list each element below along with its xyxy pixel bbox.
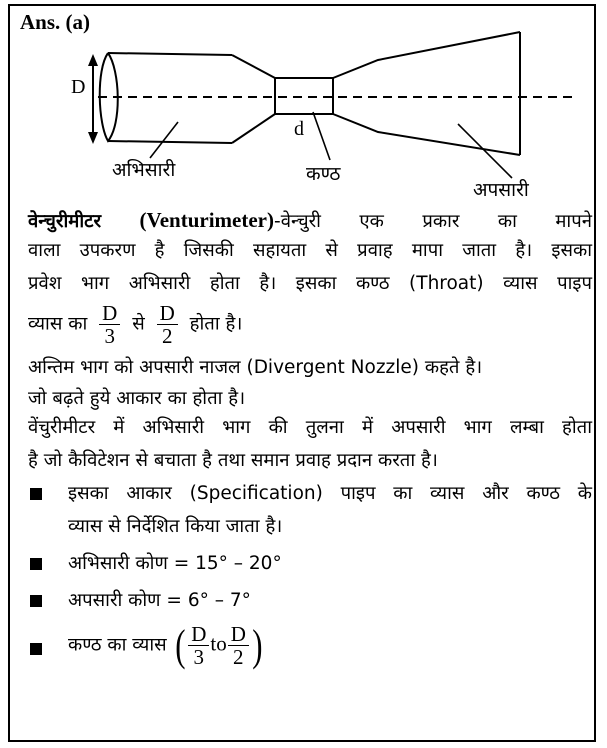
fraction-numerator: D <box>157 302 178 325</box>
label-D: D <box>71 76 86 98</box>
para1-line3: प्रवेश भाग अभिसारी होता है। इसका कण्ठ (Throat) व्यास पाइप <box>28 273 592 294</box>
fraction-D-over-2 <box>157 302 178 347</box>
bullet-square-icon <box>30 643 42 655</box>
left-parenthesis: ( <box>174 620 186 670</box>
bullet-convergent-angle <box>28 549 592 578</box>
fraction-D-over-3 <box>188 623 209 668</box>
bullet-2-text: अभिसारी कोण = 15° – 20° <box>68 553 282 574</box>
para1-line4 <box>28 302 592 347</box>
bullet-1-line1: इसका आकार (Specification) पाइप का व्यास और कण्ठ के <box>68 483 592 504</box>
inlet-top-edge <box>108 53 232 55</box>
bullet-3-text: अपसारी कोण = 6° – 7° <box>68 590 251 611</box>
leader-convergent <box>150 122 178 158</box>
bullet-1-line2: व्यास से निर्देशित किया जाता है। <box>68 516 283 537</box>
fraction-D-over-3 <box>99 302 120 347</box>
label-convergent: अभिसारी <box>112 159 176 181</box>
para1-line1 <box>28 206 592 236</box>
para1-line4-a: व्यास का <box>28 313 88 335</box>
divergent-bottom <box>333 114 520 155</box>
fraction-numerator: D <box>99 302 120 325</box>
para3-line2: है जो कैविटेशन से बचाता है तथा समान प्रवाह प्रदान करता है। <box>28 450 438 471</box>
bullet-divergent-angle <box>28 586 592 615</box>
para2-line1: अन्तिम भाग को अपसारी नाजल (Divergent Nozzle) कहते है। <box>28 357 483 378</box>
fraction-denominator: 2 <box>161 324 173 348</box>
para1-rest: -वेन्चुरी एक प्रकार का मापने <box>274 211 592 232</box>
fraction-numerator: D <box>228 623 249 646</box>
dimension-D-arrow-down <box>88 132 98 144</box>
heading-hindi: वेन्चुरीमीटर <box>28 211 102 232</box>
fraction-denominator: 2 <box>233 645 244 669</box>
convergent-bottom <box>232 114 275 143</box>
right-parenthesis: ) <box>252 620 263 670</box>
bullet-throat-diameter <box>28 620 592 670</box>
label-divergent: अपसारी <box>473 179 529 201</box>
to-text: to <box>210 631 227 656</box>
fraction-denominator: 3 <box>193 645 205 669</box>
bullet-specification <box>28 479 592 541</box>
leader-throat <box>313 112 330 160</box>
divergent-top <box>333 32 520 78</box>
bullet-square-icon <box>30 595 42 607</box>
bullet-square-icon <box>30 558 42 570</box>
para3-line1: वेंचुरीमीटर में अभिसारी भाग की तुलना में अपसारी भाग लम्बा होता <box>28 417 592 438</box>
answer-label: Ans. (a) <box>20 10 91 34</box>
bullet-4-label: कण्ठ का व्यास <box>68 634 167 656</box>
label-throat: कण्ठ <box>306 163 341 185</box>
para1-line4-b: से <box>132 313 145 335</box>
para2-line2: जो बढ़ते हुये आकार का होता है। <box>28 388 246 409</box>
inlet-bottom-edge <box>108 141 232 143</box>
para1-line2: वाला उपकरण है जिसकी सहायता से प्रवाह मापा जाता है। इसका <box>28 240 592 261</box>
fraction-denominator: 3 <box>104 324 115 348</box>
answer-text <box>28 206 592 668</box>
heading-english: (Venturimeter) <box>139 208 275 232</box>
bullet-square-icon <box>30 488 42 500</box>
fraction-D-over-2 <box>228 623 249 668</box>
convergent-top <box>232 55 275 78</box>
bullet-4-line <box>68 620 592 670</box>
label-d: d <box>294 118 304 140</box>
para1-line4-c: होता है। <box>189 313 243 335</box>
dimension-D-arrow-up <box>88 54 98 66</box>
leader-divergent <box>458 124 512 178</box>
fraction-numerator: D <box>188 623 209 646</box>
